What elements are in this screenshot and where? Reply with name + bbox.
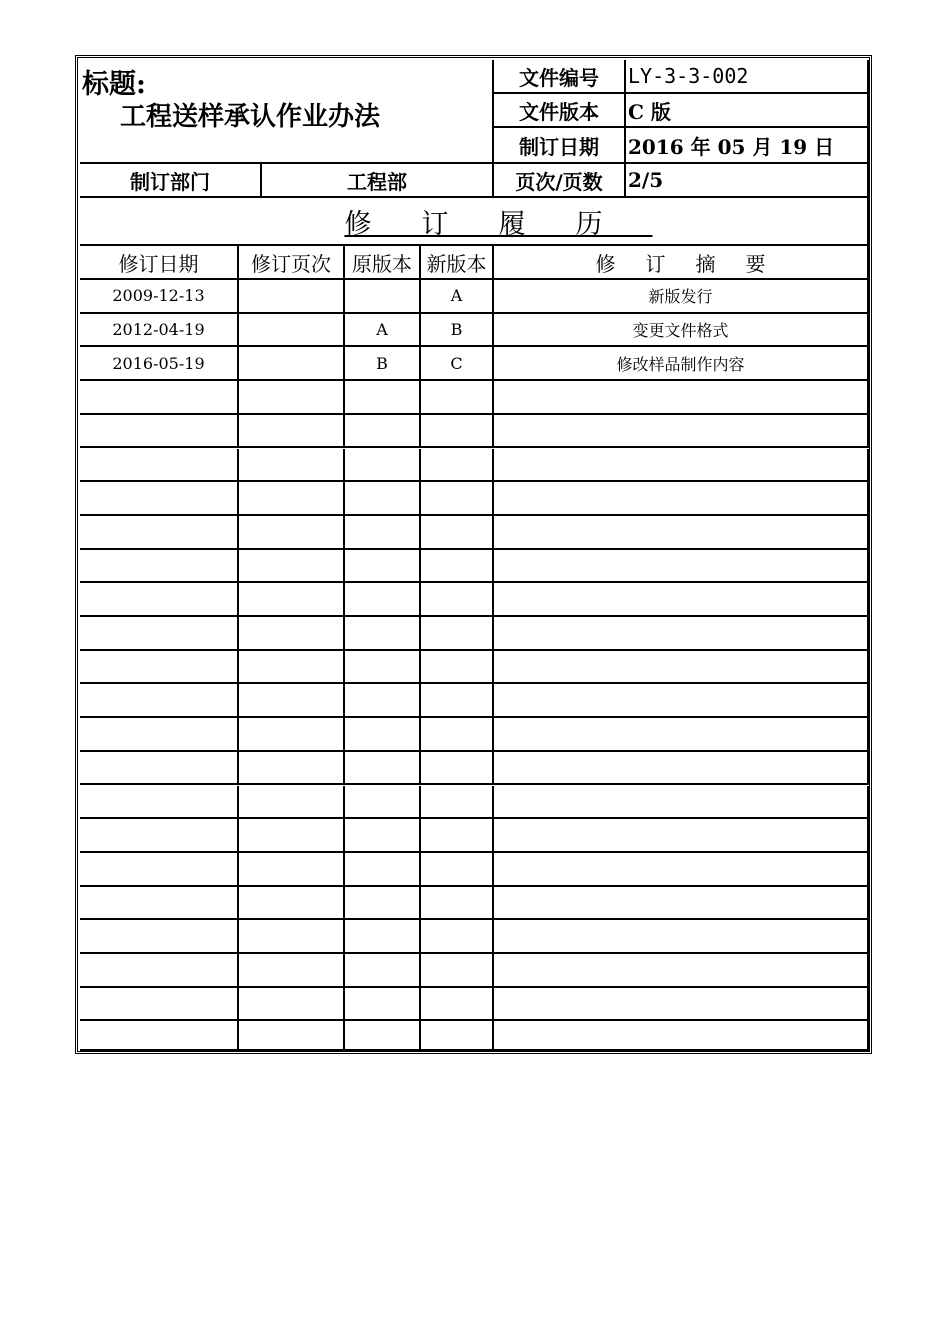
cell-new-version: C [421,347,494,381]
cell-pages [239,280,345,314]
cell-old-version [345,920,421,954]
cell-pages [239,684,345,718]
col-header-new-version: 新版本 [421,244,494,280]
cell-date [80,583,239,617]
col-header-summary: 修订摘要 [494,244,869,280]
cell-old-version [345,651,421,685]
cell-old-version [345,449,421,483]
dept-value: 工程部 [262,164,494,198]
col-header-date: 修订日期 [80,244,239,280]
cell-pages [239,954,345,988]
version-label: 文件版本 [494,94,626,128]
cell-date [80,954,239,988]
page-value: 2/5 [626,164,869,198]
cell-pages [239,853,345,887]
cell-date [80,651,239,685]
cell-pages [239,314,345,348]
cell-new-version: A [421,280,494,314]
dept-label: 制订部门 [80,164,262,198]
cell-date [80,482,239,516]
cell-old-version [345,988,421,1022]
cell-old-version [345,550,421,584]
cell-old-version [345,684,421,718]
cell-summary [494,583,869,617]
cell-new-version [421,887,494,921]
cell-pages [239,449,345,483]
cell-old-version: B [345,347,421,381]
cell-new-version [421,819,494,853]
cell-pages [239,550,345,584]
cell-new-version [421,1021,494,1051]
cell-new-version [421,651,494,685]
cell-date [80,920,239,954]
cell-summary [494,819,869,853]
cell-date: 2016-05-19 [80,347,239,381]
cell-new-version [421,853,494,887]
cell-summary [494,752,869,786]
cell-pages [239,381,345,415]
date-label: 制订日期 [494,128,626,164]
cell-date [80,718,239,752]
cell-summary [494,415,869,449]
cell-old-version [345,786,421,820]
cell-pages [239,415,345,449]
cell-old-version [345,482,421,516]
document-form [80,60,869,1051]
cell-new-version [421,920,494,954]
cell-date [80,415,239,449]
page-label: 页次/页数 [494,164,626,198]
cell-old-version [345,381,421,415]
cell-date [80,1021,239,1051]
cell-old-version [345,1021,421,1051]
cell-summary: 新版发行 [494,280,869,314]
cell-date [80,853,239,887]
cell-summary [494,550,869,584]
cell-pages [239,718,345,752]
cell-date [80,381,239,415]
cell-new-version [421,415,494,449]
cell-new-version [421,482,494,516]
col-header-old-version: 原版本 [345,244,421,280]
cell-pages [239,819,345,853]
cell-date [80,550,239,584]
cell-summary [494,786,869,820]
cell-old-version [345,887,421,921]
col-header-pages: 修订页次 [239,244,345,280]
cell-summary: 变更文件格式 [494,314,869,348]
history-title-cell [80,198,869,244]
cell-summary [494,920,869,954]
cell-summary [494,718,869,752]
cell-new-version [421,988,494,1022]
cell-pages [239,1021,345,1051]
cell-pages [239,651,345,685]
cell-summary [494,381,869,415]
cell-date: 2012-04-19 [80,314,239,348]
cell-old-version [345,415,421,449]
cell-date [80,516,239,550]
cell-new-version [421,449,494,483]
cell-new-version [421,718,494,752]
cell-pages [239,920,345,954]
cell-pages [239,516,345,550]
cell-old-version [345,718,421,752]
cell-summary [494,516,869,550]
cell-old-version [345,583,421,617]
cell-old-version [345,516,421,550]
history-title: 修订履历 [344,208,653,240]
cell-old-version [345,617,421,651]
cell-date [80,617,239,651]
cell-new-version [421,381,494,415]
date-value: 2016 年 05 月 19 日 [626,128,869,164]
cell-pages [239,583,345,617]
cell-summary [494,954,869,988]
cell-new-version [421,617,494,651]
cell-date [80,819,239,853]
cell-summary [494,887,869,921]
cell-old-version: A [345,314,421,348]
cell-pages [239,617,345,651]
doc-no-label: 文件编号 [494,60,626,94]
cell-date [80,449,239,483]
cell-new-version [421,684,494,718]
cell-pages [239,752,345,786]
cell-summary [494,1021,869,1051]
cell-summary [494,853,869,887]
cell-new-version [421,583,494,617]
cell-date [80,988,239,1022]
cell-summary [494,651,869,685]
document-title: 工程送样承认作业办法 [120,102,381,132]
cell-new-version: B [421,314,494,348]
cell-summary [494,684,869,718]
cell-new-version [421,954,494,988]
cell-pages [239,786,345,820]
cell-date [80,684,239,718]
version-value: C 版 [626,94,869,128]
cell-old-version [345,853,421,887]
cell-old-version [345,819,421,853]
cell-date [80,786,239,820]
cell-new-version [421,752,494,786]
cell-old-version [345,954,421,988]
title-block [80,60,494,164]
cell-pages [239,887,345,921]
cell-pages [239,347,345,381]
cell-new-version [421,550,494,584]
cell-date: 2009-12-13 [80,280,239,314]
cell-summary [494,988,869,1022]
cell-date [80,887,239,921]
cell-summary [494,617,869,651]
cell-date [80,752,239,786]
cell-new-version [421,516,494,550]
title-label: 标题: [82,69,146,100]
cell-old-version [345,280,421,314]
cell-pages [239,988,345,1022]
cell-new-version [421,786,494,820]
cell-summary [494,482,869,516]
cell-summary [494,449,869,483]
cell-pages [239,482,345,516]
doc-no-value: LY-3-3-002 [626,60,869,94]
cell-old-version [345,752,421,786]
cell-summary: 修改样品制作内容 [494,347,869,381]
